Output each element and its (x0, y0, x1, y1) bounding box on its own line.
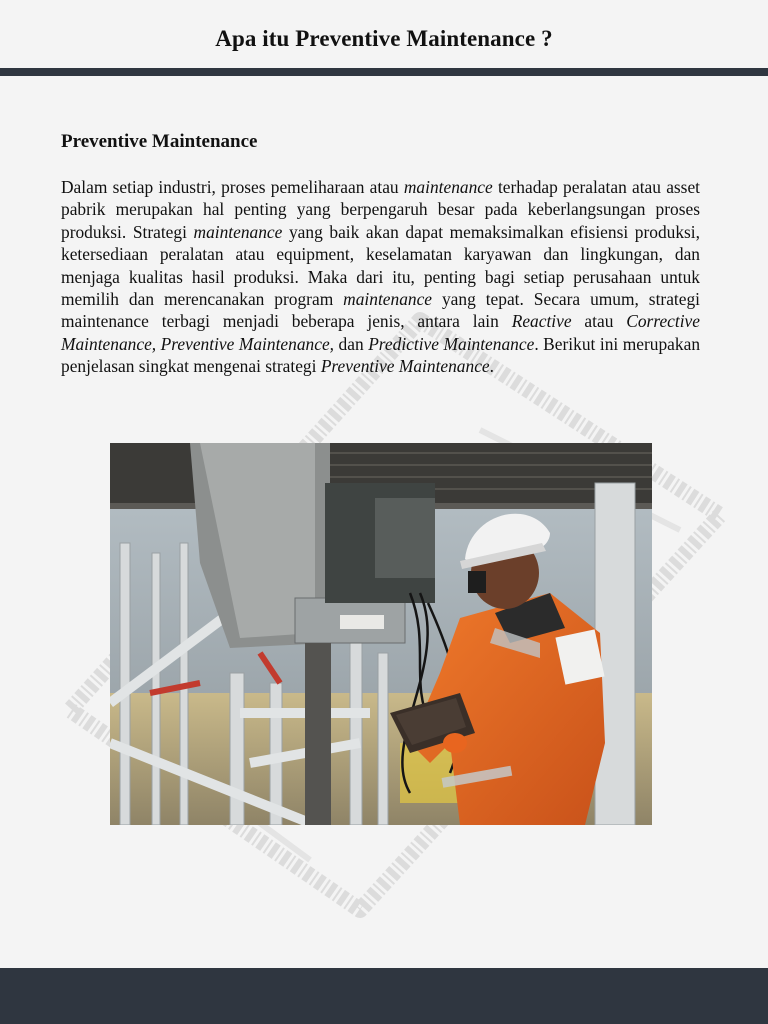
header-divider-bar (0, 68, 768, 76)
paragraph-italic-term: maintenance (193, 221, 283, 242)
paragraph-text-run: dan (334, 333, 369, 354)
page-header (0, 0, 768, 68)
body-paragraph (61, 176, 700, 378)
paragraph-italic-term: Preventive Maintenance (320, 356, 490, 377)
photo-worker-inspecting-equipment-icon (110, 443, 652, 825)
paragraph-text-run: Dalam setiap industri, proses pemeliharaan atau (61, 177, 404, 197)
paragraph-text-run: . Berikut ini merupakan penjelasan singkat mengenai strategi (61, 333, 701, 377)
footer-bar (0, 968, 768, 1024)
paragraph-italic-term: Reactive (511, 311, 572, 332)
paragraph-text-run: yang tepat. Secara umum, strategi maintenance terbagi menjadi beberapa jenis, antara lain (61, 289, 700, 332)
paragraph-text-run: atau (571, 311, 627, 332)
paragraph-italic-term: Corrective Maintenance, Preventive Maintenance, (61, 311, 700, 354)
paragraph-italic-term: maintenance (403, 177, 493, 197)
page-title: Apa itu Preventive Maintenance ? (215, 26, 553, 51)
paragraph-text-run: . (489, 356, 494, 377)
paragraph-text-run: yang baik akan dapat memaksimalkan efisiensi produksi, ketersediaan peralatan atau equipment, keselamatan karyawan dan lingkungan, dan menjaga kualitas hasil produksi. Maka dari itu, penting bagi setiap perusahaan untuk memilih dan merencanakan program (61, 221, 700, 310)
paragraph-italic-term: Predictive Maintenance (368, 333, 535, 354)
section-heading: Preventive Maintenance (61, 131, 258, 152)
paragraph-text-run: terhadap peralatan atau asset pabrik merupakan hal penting yang berpengaruh besar pada keberlangsungan proses produksi. Strategi (61, 177, 700, 242)
maintenance-worker-photo (110, 443, 652, 825)
paragraph-italic-term: maintenance (343, 289, 433, 310)
